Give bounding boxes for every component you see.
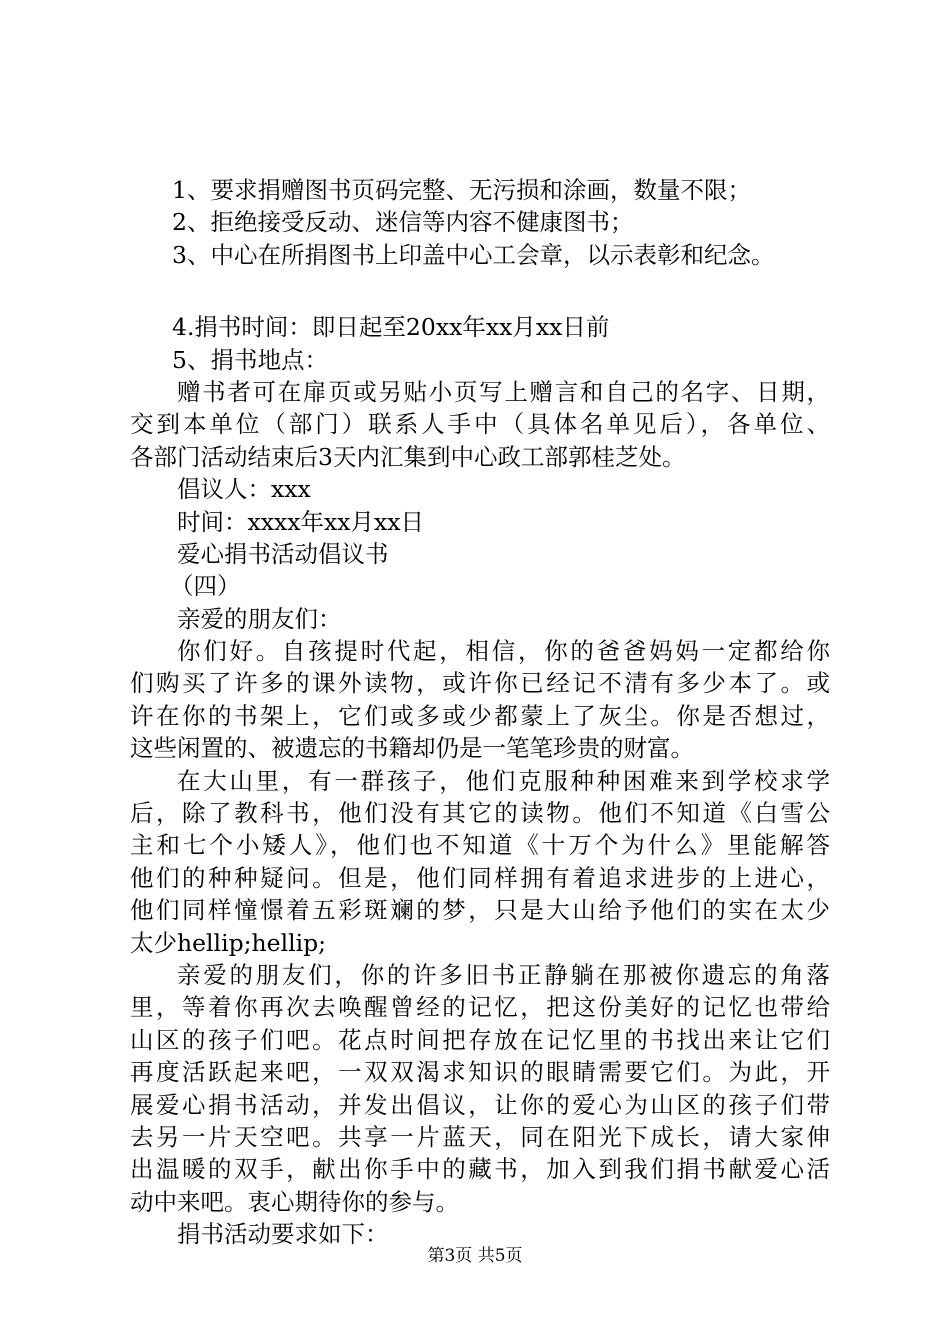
para1-line-2: 们购买了许多的课外读物，或许你已经记不清有多少本了。或 <box>130 669 830 698</box>
page-number-footer: 第3页 共5页 <box>427 1246 523 1266</box>
date-line: 时间：xxxx年xx月xx日 <box>177 507 425 536</box>
section-number: （四） <box>170 572 241 601</box>
para2-line-2: 后，除了教科书，他们没有其它的读物。他们不知道《白雪公 <box>130 799 830 828</box>
para1-line-1: 你们好。自孩提时代起，相信，你的爸爸妈妈一定都给你 <box>177 637 830 666</box>
para3-line-7: 出温暖的双手，献出你手中的藏书，加入到我们捐书献爱心活 <box>130 1155 830 1184</box>
para3-line-2: 里，等着你再次去唤醒曾经的记忆，把这份美好的记忆也带给 <box>130 993 830 1022</box>
para1-line-4: 这些闲置的、被遗忘的书籍却仍是一笔笔珍贵的财富。 <box>130 734 694 763</box>
para1-line-3: 许在你的书架上，它们或多或少都蒙上了灰尘。你是否想过， <box>130 701 830 730</box>
rule-line-1: 1、要求捐赠图书页码完整、无污损和涂画，数量不限； <box>172 176 751 204</box>
para3-line-8: 动中来吧。衷心期待你的参与。 <box>130 1187 459 1216</box>
document-body <box>130 174 830 1251</box>
donation-place-label: 5、捐书地点： <box>172 345 328 374</box>
blank-gap <box>130 271 830 311</box>
para2-line-3: 主和七个小矮人》，他们也不知道《十万个为什么》里能解答 <box>130 831 830 860</box>
rule-line-3: 3、中心在所捐图书上印盖中心工会章，以示表彰和纪念。 <box>172 240 775 269</box>
para3-line-6: 去另一片天空吧。共享一片蓝天，同在阳光下成长，请大家伸 <box>130 1122 830 1151</box>
para3-line-1: 亲爱的朋友们，你的许多旧书正静躺在那被你遗忘的角落 <box>177 960 830 989</box>
para3-line-5: 展爱心捐书活动，并发出倡议，让你的爱心为山区的孩子们带 <box>130 1090 830 1119</box>
place-para-line-3: 各部门活动结束后3天内汇集到中心政工部郭桂芝处。 <box>130 442 686 471</box>
place-para-line-2: 交到本单位（部门）联系人手中（具体名单见后），各单位、 <box>130 410 830 439</box>
para3-line-3: 山区的孩子们吧。花点时间把存放在记忆里的书找出来让它们 <box>130 1025 830 1054</box>
place-para-line-1: 赠书者可在扉页或另贴小页写上赠言和自己的名字、日期， <box>177 377 830 406</box>
initiator: 倡议人：xxx <box>177 475 311 504</box>
requirements-heading: 捐书活动要求如下： <box>177 1220 389 1249</box>
para3-line-4: 再度活跃起来吧，一双双渴求知识的眼睛需要它们。为此，开 <box>130 1058 830 1087</box>
doc-title: 爱心捐书活动倡议书 <box>177 539 389 568</box>
greeting: 亲爱的朋友们： <box>177 604 342 633</box>
para2-line-5: 他们同样憧憬着五彩斑斓的梦，只是大山给予他们的实在太少 <box>130 896 830 925</box>
para2-line-4: 他们的种种疑问。但是，他们同样拥有着追求进步的上进心， <box>130 863 830 892</box>
para2-line-1: 在大山里，有一群孩子，他们克服种种困难来到学校求学 <box>177 766 830 795</box>
para2-line-6: 太少hellip;hellip; <box>130 928 327 957</box>
donation-time: 4.捐书时间：即日起至20xx年xx月xx日前 <box>172 313 610 342</box>
rule-line-2: 2、拒绝接受反动、迷信等内容不健康图书； <box>172 208 634 237</box>
